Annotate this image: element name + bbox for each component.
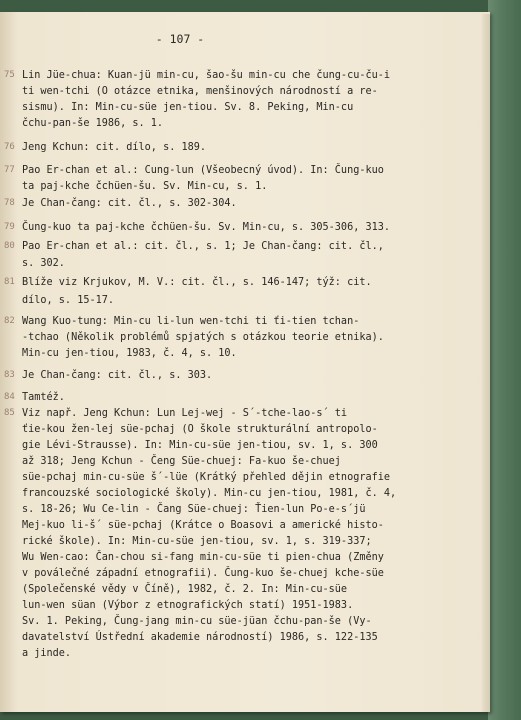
footnote-number: 85 [4, 408, 15, 418]
footnote-line: davatelství Ústřední akademie národností) 1986, s. 122-135 [22, 632, 378, 643]
footnote-line: -tchao (Několik problémů spjatých s otázkou teorie etnika). [22, 332, 384, 343]
footnotes [0, 12, 490, 712]
footnote-line: (Společenské vědy v Číně), 1982, č. 2. In: Min-cu-süe [22, 584, 348, 595]
footnote-line: Blíže viz Krjukov, M. V.: cit. čl., s. 146-147; týž: cit. [22, 277, 372, 288]
footnote-line: francouzské sociologické školy). Min-cu jen-tiou, 1981, č. 4, [22, 488, 397, 499]
footnote-line: gie Lévi-Strausse). In: Min-cu-süe jen-tiou, sv. 1, s. 300 [22, 440, 378, 451]
footnote-number: 81 [4, 277, 15, 287]
footnote-line: ti wen-tchi (O otázce etnika, menšinových národností a re- [22, 86, 378, 97]
footnote-line: Wang Kuo-tung: Min-cu li-lun wen-tchi ti ťi-tien tchan- [22, 316, 360, 327]
footnote-line: Tamtéž. [22, 392, 65, 403]
footnote-line: Jeng Kchun: cit. dílo, s. 189. [22, 142, 207, 153]
footnote-number: 76 [4, 142, 15, 152]
footnote-line: süe-pchaj min-cu-süe š´-lüe (Krátký přehled dějin etnografie [22, 472, 391, 483]
footnote-number: 77 [4, 165, 15, 175]
footnote-line: ta paj-kche čchüen-šu. Sv. Min-cu, s. 1. [22, 181, 268, 192]
footnote-line: sismu). In: Min-cu-süe jen-tiou. Sv. 8. Peking, Min-cu [22, 102, 354, 113]
footnote-number: 75 [4, 70, 15, 80]
book-page [0, 12, 490, 712]
footnote-number: 84 [4, 392, 15, 402]
page-stack-edge [482, 14, 490, 712]
footnote-line: a jinde. [22, 648, 72, 659]
footnote-line: s. 302. [22, 258, 65, 269]
footnote-line: až 318; Jeng Kchun - Čeng Süe-chuej: Fa-kuo še-chuej [22, 456, 341, 467]
footnote-number: 83 [4, 370, 15, 380]
book-cover-edge [488, 0, 521, 720]
footnote-line: čchu-pan-še 1986, s. 1. [22, 118, 164, 129]
footnote-line: Sv. 1. Peking, Čung-jang min-cu süe-jüan čchu-pan-še (Vy- [22, 616, 372, 627]
footnote-line: Viz např. Jeng Kchun: Lun Lej-wej - S´-tche-lao-s´ ti [22, 408, 348, 419]
footnote-line: Pao Er-chan et al.: cit. čl., s. 1; Je Chan-čang: cit. čl., [22, 241, 384, 252]
footnote-line: Min-cu jen-tiou, 1983, č. 4, s. 10. [22, 348, 237, 359]
footnote-line: Lin Jüe-chua: Kuan-jü min-cu, šao-šu min-cu che čung-cu-ču-i [22, 70, 391, 81]
footnote-number: 79 [4, 222, 15, 232]
footnote-line: Čung-kuo ta paj-kche čchüen-šu. Sv. Min-cu, s. 305-306, 313. [22, 222, 391, 233]
footnote-number: 82 [4, 316, 15, 326]
footnote-line: rické škole). In: Min-cu-süe jen-tiou, sv. 1, s. 319-337; [22, 536, 372, 547]
footnote-line: s. 18-26; Wu Ce-lin - Čang Süe-chuej: Ťien-lun Po-e-s´jü [22, 504, 366, 515]
footnote-line: v poválečné západní etnografii). Čung-kuo še-chuej kche-süe [22, 568, 384, 579]
footnote-line: ťie-kou žen-lej süe-pchaj (O škole strukturální antropolo- [22, 424, 378, 435]
footnote-line: lun-wen süan (Výbor z etnografických statí) 1951-1983. [22, 600, 354, 611]
footnote-number: 78 [4, 198, 15, 208]
page-number: - 107 - [155, 32, 205, 46]
footnote-line: Je Chan-čang: cit. čl., s. 302-304. [22, 198, 237, 209]
footnote-line: Pao Er-chan et al.: Cung-lun (Všeobecný úvod). In: Čung-kuo [22, 165, 384, 176]
footnote-line: dílo, s. 15-17. [22, 295, 115, 306]
footnote-line: Wu Wen-cao: Čan-chou si-fang min-cu-süe ti pien-chua (Změny [22, 552, 384, 563]
footnote-number: 80 [4, 241, 15, 251]
footnote-line: Je Chan-čang: cit. čl., s. 303. [22, 370, 213, 381]
footnote-line: Mej-kuo li-š´ süe-pchaj (Krátce o Boasovi a americké histo- [22, 520, 384, 531]
